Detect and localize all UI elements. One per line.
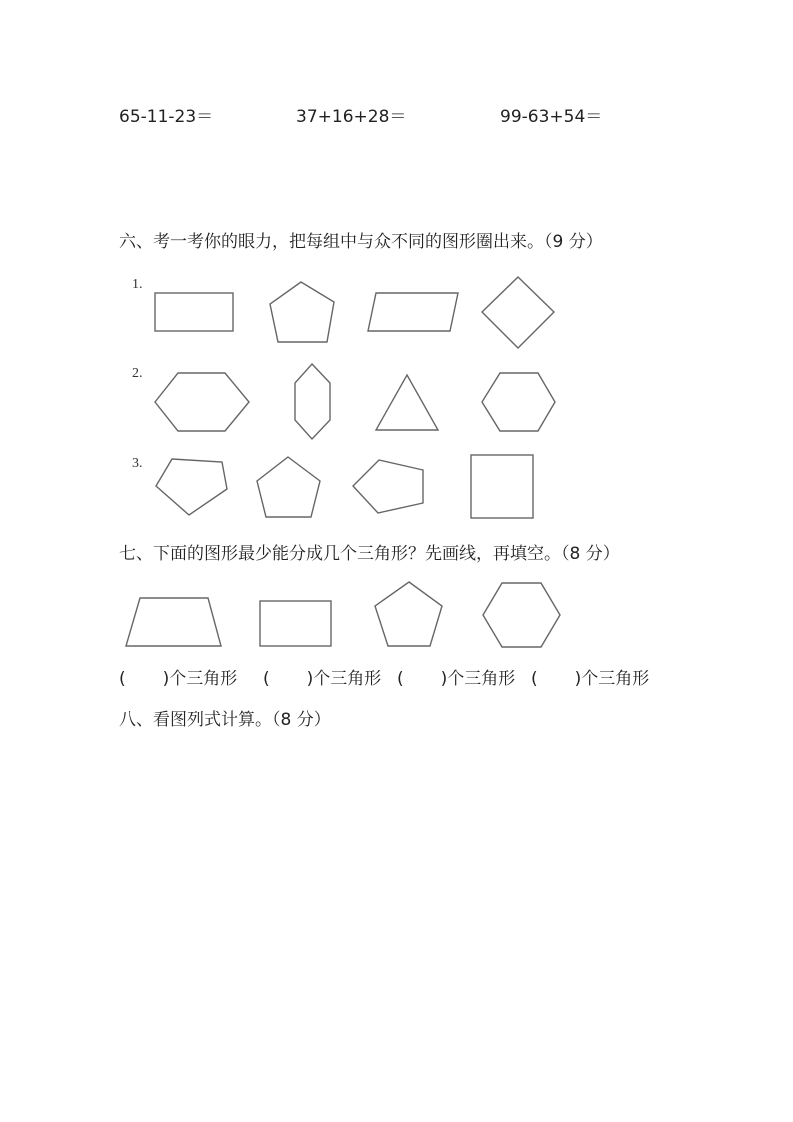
group-1-pentagon[interactable] [270,282,334,342]
answer-3-open: ( [397,669,404,689]
answer-4[interactable] [531,671,649,688]
section-7-trapezoid[interactable] [126,598,221,646]
answer-2-open: ( [263,669,270,689]
group-2-tall-hexagon[interactable] [295,364,330,439]
answer-1-close: )个三角形 [162,669,238,689]
group-2-triangle[interactable] [376,375,438,430]
group-3-irregular-pentagon-b[interactable] [353,460,423,513]
group-3-regular-pentagon[interactable] [257,457,320,517]
answer-2-close: )个三角形 [306,669,382,689]
section-7-hexagon[interactable] [483,583,560,647]
answer-1[interactable] [119,671,237,688]
group-2-hexagon[interactable] [155,373,249,431]
group-3-irregular-pentagon-a[interactable] [156,459,227,515]
group-1-rhombus[interactable] [482,277,554,348]
section-7-rectangle[interactable] [260,601,331,646]
group-3-square[interactable] [471,455,533,518]
section-6-title: 六、考一考你的眼力，把每组中与众不同的图形圈出来。（9 分） [119,232,603,252]
group-3-label: 3. [132,456,143,471]
expression-1: 65-11-23＝ [119,107,214,127]
answer-2[interactable] [263,671,381,688]
group-2-hexagon-b[interactable] [482,373,555,431]
answer-1-open: ( [119,669,126,689]
section-7-title: 七、下面的图形最少能分成几个三角形？先画线，再填空。（8 分） [119,544,620,564]
group-1-rectangle[interactable] [155,293,233,331]
expression-3: 99-63+54＝ [500,107,603,127]
answer-4-open: ( [531,669,538,689]
answer-3-close: )个三角形 [440,669,516,689]
expression-2: 37+16+28＝ [296,107,407,127]
group-1-parallelogram[interactable] [368,293,458,331]
answer-3[interactable] [397,671,515,688]
group-2-label: 2. [132,366,143,381]
group-1-label: 1. [132,277,143,292]
section-7-pentagon[interactable] [375,582,442,646]
answer-4-close: )个三角形 [574,669,650,689]
section-8-title: 八、看图列式计算。（8 分） [119,710,331,730]
